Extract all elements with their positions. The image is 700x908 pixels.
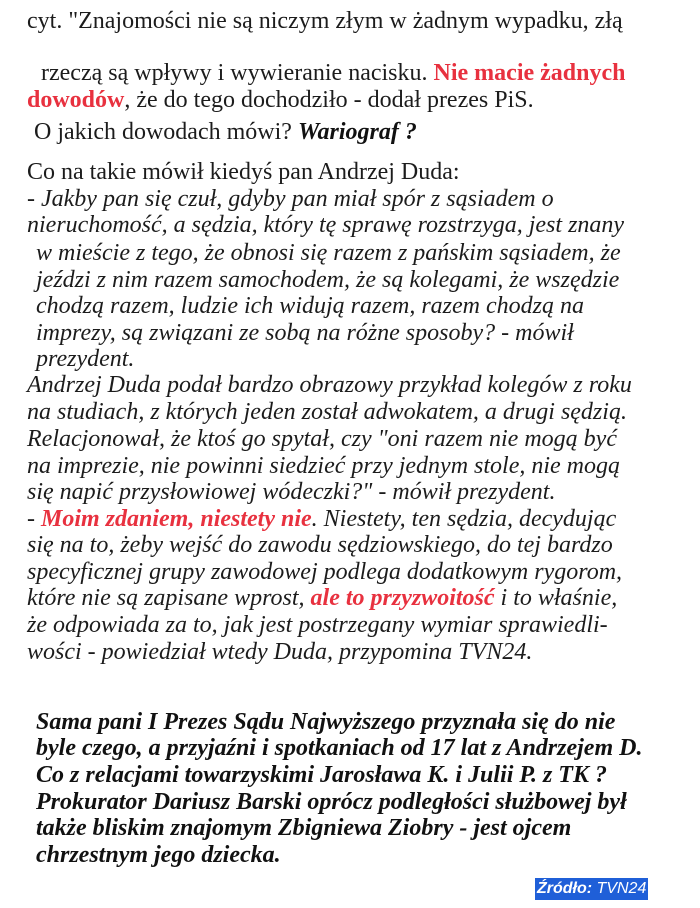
duda-line-16 [27, 585, 617, 611]
comment-line-2: byle czego, a przyjaźni i spotkaniach od 17 lat z Andrzejem D. [36, 735, 643, 761]
emphasis-decency: ale to przyzwoitość [310, 585, 495, 611]
duda-line-4: jeździ z nim razem samochodem, że są kolegami, że wszędzie [36, 267, 620, 293]
duda-line-18: wości - powiedział wtedy Duda, przypomina TVN24. [27, 639, 533, 665]
duda-line-17: że odpowiada za to, jak jest postrzegany wymiar sprawiedli- [27, 612, 608, 638]
comment-line-1: Sama pani I Prezes Sądu Najwyższego przyznała się do nie [36, 709, 616, 735]
question-text: O jakich dowodach mówi? [34, 119, 298, 145]
quote-line-2 [41, 60, 625, 86]
duda-line-14: się na to, żeby wejść do zawodu sędziowskiego, do tej bardzo [27, 532, 613, 558]
duda-line-13 [27, 506, 616, 532]
duda-line-15: specyficznej grupy zawodowej podlega dodatkowym rygorom, [27, 559, 623, 585]
duda-line-1: - Jakby pan się czuł, gdyby pan miał spór z sąsiadem o [27, 186, 554, 212]
emphasis-my-opinion: Moim zdaniem, niestety nie [41, 506, 312, 532]
quote-line-2-text: rzeczą są wpływy i wywieranie nacisku. [41, 60, 434, 86]
duda-line-8: Andrzej Duda podał bardzo obrazowy przykład kolegów z roku [27, 372, 632, 398]
duda-intro: Co na takie mówił kiedyś pan Andrzej Duda: [27, 159, 460, 185]
duda-line-7: prezydent. [36, 346, 135, 372]
duda-line-6: imprezy, są związani ze sobą na różne sposoby? - mówił [36, 320, 574, 346]
duda-line-5: chodzą razem, ludzie ich widują razem, razem chodzą na [36, 293, 584, 319]
question-line [34, 119, 417, 145]
comment-line-4: Prokurator Dariusz Barski oprócz podległości służbowej był [36, 789, 627, 815]
duda-line-16-rest: i to właśnie, [494, 585, 618, 611]
duda-line-12: się napić przysłowiowej wódeczki?" - mówił prezydent. [27, 479, 556, 505]
quote-line-3 [27, 87, 534, 113]
duda-line-13-prefix: - [27, 506, 41, 532]
quote-line-1: cyt. "Znajomości nie są niczym złym w żadnym wypadku, złą [27, 8, 623, 34]
emphasis-no-evidence: Nie macie żadnych [433, 60, 626, 86]
source-value: TVN24 [592, 880, 647, 897]
polygraph-emphasis: Wariograf ? [297, 119, 417, 145]
comment-line-5: także bliskim znajomym Zbigniewa Ziobry - jest ojcem [36, 815, 572, 841]
source-badge [535, 878, 648, 900]
duda-line-10: Relacjonował, że ktoś go spytał, czy "oni razem nie mogą być [27, 426, 617, 452]
source-label: Źródło: [537, 880, 593, 897]
comment-line-3: Co z relacjami towarzyskimi Jarosława K. i Julii P. z TK ? [36, 762, 607, 788]
duda-line-3: w mieście z tego, że obnosi się razem z pańskim sąsiadem, że [36, 240, 621, 266]
duda-line-11: na imprezie, nie powinni siedzieć przy jednym stole, nie mogą [27, 453, 621, 479]
emphasis-evidence: dowodów [27, 87, 125, 113]
quote-line-3-text: , że do tego dochodziło - dodał prezes PiS. [124, 87, 534, 113]
duda-line-13-rest: . Niestety, ten sędzia, decydując [311, 506, 617, 532]
duda-line-2: nieruchomość, a sędzia, który tę sprawę rozstrzyga, jest znany [27, 212, 625, 238]
duda-line-16-text: które nie są zapisane wprost, [27, 585, 311, 611]
comment-line-6: chrzestnym jego dziecka. [36, 842, 281, 868]
duda-line-9: na studiach, z których jeden został adwokatem, a drugi sędzią. [27, 399, 627, 425]
